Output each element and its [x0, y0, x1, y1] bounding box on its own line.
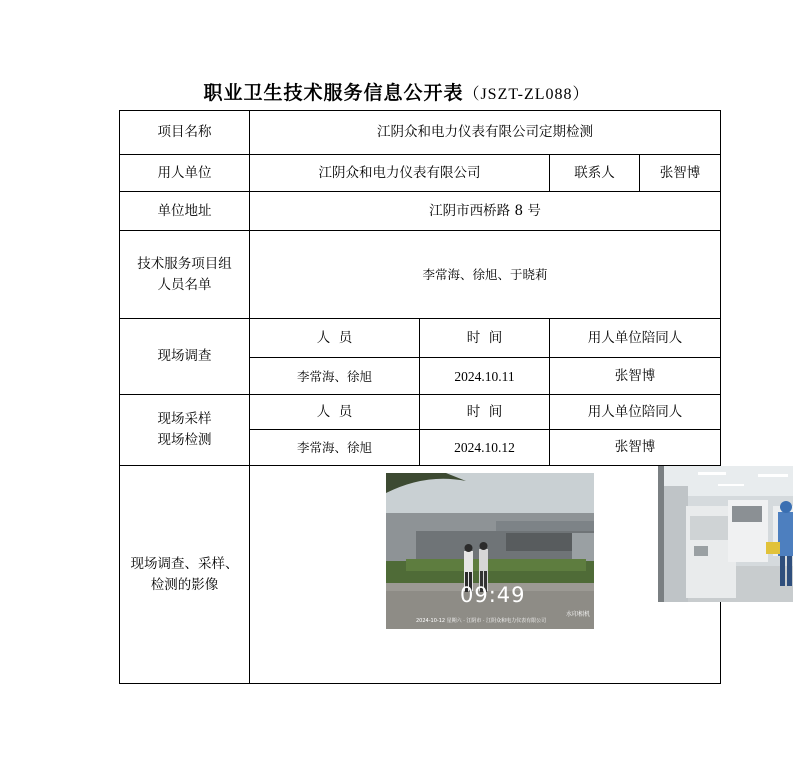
survey-header-people: 人 员 — [250, 319, 420, 358]
sampling-label — [120, 395, 250, 466]
document-title — [0, 78, 793, 105]
employer-label: 用人单位 — [120, 155, 250, 192]
images-cell — [250, 466, 721, 684]
images-label — [120, 466, 250, 684]
row-team — [120, 231, 721, 319]
images-label-line1: 现场调查、采样、 — [130, 555, 239, 572]
survey-header-escort: 用人单位陪同人 — [550, 319, 721, 358]
watermark-location-line: 2024-10-12 星期六 · 江阴市 · 江阴众和电力仪表有限公司 — [416, 618, 547, 624]
sampling-people: 李常海、徐旭 — [250, 430, 420, 466]
team-members: 李常海、徐旭、于晓莉 — [250, 231, 721, 319]
team-label-line2: 人员名单 — [157, 276, 212, 293]
sampling-label-line2: 现场检测 — [157, 432, 212, 448]
survey-label: 现场调查 — [120, 319, 250, 395]
team-label-line1: 技术服务项目组 — [137, 255, 232, 272]
info-table — [119, 110, 721, 684]
images-label-line2: 检测的影像 — [150, 576, 219, 593]
row-survey-header — [120, 319, 721, 358]
row-address — [120, 192, 721, 231]
row-employer — [120, 155, 721, 192]
row-images — [120, 466, 721, 684]
watermark-brand: 水印相机 — [565, 611, 590, 618]
sampling-time: 2024.10.12 — [420, 430, 550, 466]
sampling-label-line1: 现场采样 — [157, 411, 212, 427]
sampling-header-escort: 用人单位陪同人 — [550, 395, 721, 430]
survey-people: 李常海、徐旭 — [250, 358, 420, 395]
team-label — [120, 231, 250, 319]
contact-label: 联系人 — [550, 155, 640, 192]
project-name-value: 江阴众和电力仪表有限公司定期检测 — [250, 111, 721, 155]
survey-escort: 张智博 — [550, 358, 721, 395]
project-name-label: 项目名称 — [120, 111, 250, 155]
employer-value: 江阴众和电力仪表有限公司 — [250, 155, 550, 192]
contact-value: 张智博 — [640, 155, 721, 192]
watermark-time: 09:49 — [460, 583, 526, 607]
sampling-escort: 张智博 — [550, 430, 721, 466]
form-code: （JSZT-ZL088） — [463, 86, 590, 103]
workshop-inspection-image — [658, 466, 793, 602]
address-value: 江阴市西桥路 8 号 — [250, 192, 721, 231]
workshop-inspection-photo — [658, 466, 793, 602]
title-text: 职业卫生技术服务信息公开表 — [203, 82, 464, 104]
address-label: 单位地址 — [120, 192, 250, 231]
site-entrance-photo — [386, 473, 594, 629]
survey-time: 2024.10.11 — [420, 358, 550, 395]
sampling-header-people: 人 员 — [250, 395, 420, 430]
sampling-header-time: 时 间 — [420, 395, 550, 430]
images-area — [250, 466, 720, 682]
row-project — [120, 111, 721, 155]
row-sampling-header — [120, 395, 721, 430]
survey-header-time: 时 间 — [420, 319, 550, 358]
